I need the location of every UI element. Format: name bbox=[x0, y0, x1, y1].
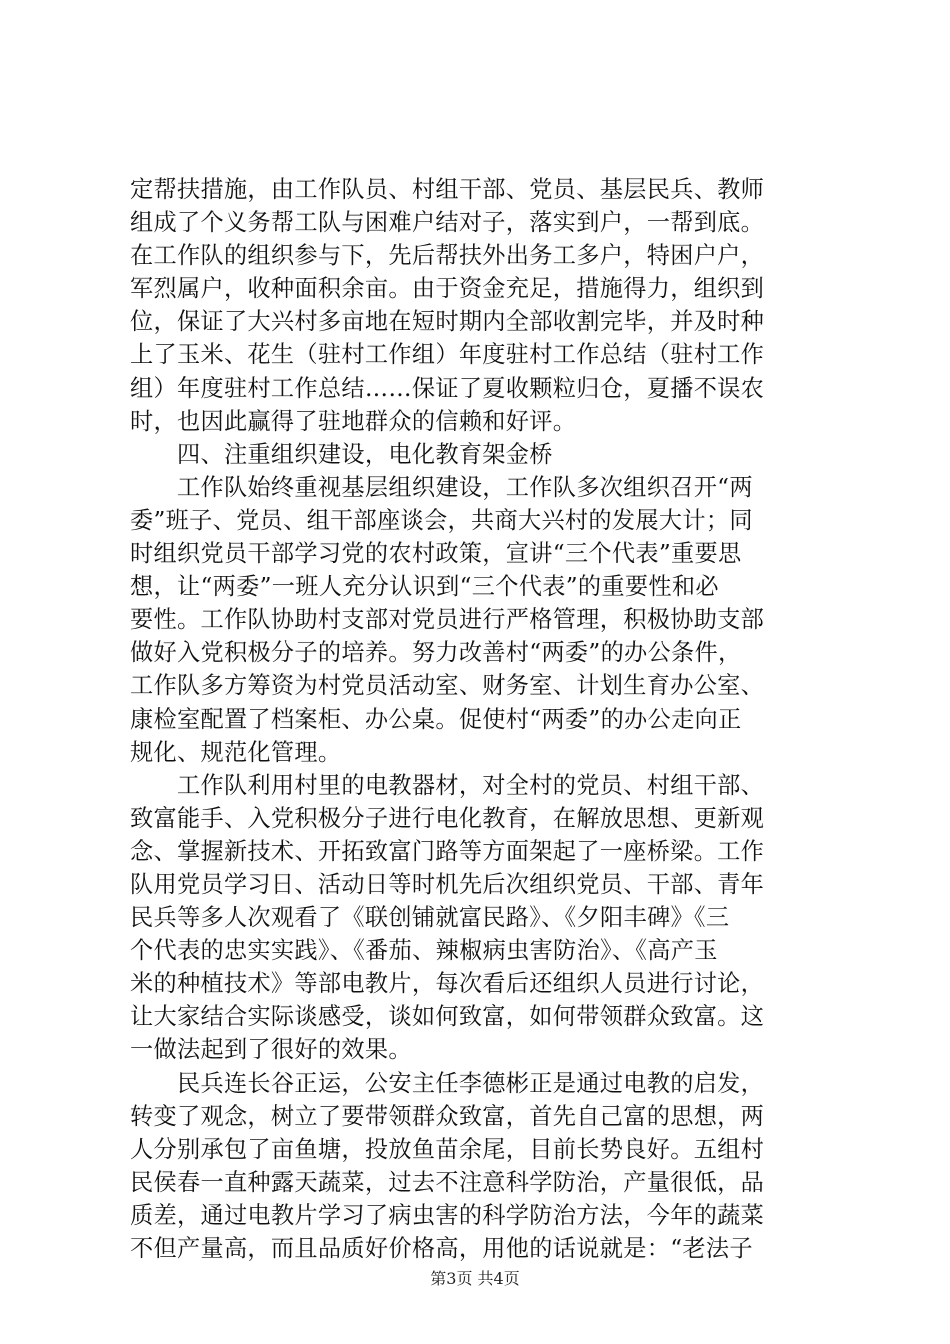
text-line: 规化、规范化管理。 bbox=[130, 738, 342, 766]
text-line: 民侯春一直种露天蔬菜，过去不注意科学防治，产量很低，品 bbox=[130, 1168, 765, 1196]
page-number: 第3页 共4页 bbox=[430, 1269, 520, 1288]
text-line: 定帮扶措施，由工作队员、村组干部、党员、基层民兵、教师 bbox=[130, 176, 765, 203]
text-line: 位，保证了大兴村多亩地在短时期内全部收割完毕，并及时种 bbox=[130, 308, 765, 336]
text-line: 工作队利用村里的电教器材，对全村的党员、村组干部、 bbox=[130, 771, 765, 799]
text-line: 军烈属户，收种面积余亩。由于资金充足，措施得力，组织到 bbox=[130, 275, 765, 303]
text-line: 时组织党员干部学习党的农村政策，宣讲“三个代表”重要思 bbox=[130, 540, 742, 568]
text-line: 康检室配置了档案柜、办公桌。促使村“两委”的办公走向正 bbox=[130, 705, 742, 733]
text-line: 组成了个义务帮工队与困难户结对子，落实到户，一帮到底。 bbox=[130, 209, 765, 237]
text-line: 质差，通过电教片学习了病虫害的科学防治方法，今年的蔬菜 bbox=[130, 1201, 765, 1229]
text-line: 做好入党积极分子的培养。努力改善村“两委”的办公条件， bbox=[130, 639, 742, 667]
text-line: 工作队始终重视基层组织建设，工作队多次组织召开“两 bbox=[130, 473, 753, 501]
text-line: 队用党员学习日、活动日等时机先后次组织党员、干部、青年 bbox=[130, 870, 765, 898]
text-line: 组）年度驻村工作总结……保证了夏收颗粒归仓，夏播不误农 bbox=[130, 374, 765, 402]
text-line: 工作队多方筹资为村党员活动室、财务室、计划生育办公室、 bbox=[130, 672, 765, 700]
text-line: 人分别承包了亩鱼塘，投放鱼苗余尾，目前长势良好。五组村 bbox=[130, 1135, 765, 1163]
text-line: 要性。工作队协助村支部对党员进行严格管理，积极协助支部 bbox=[130, 606, 765, 634]
text-line: 念、掌握新技术、开拓致富门路等方面架起了一座桥梁。工作 bbox=[130, 837, 765, 865]
text-line: 不但产量高，而且品质好价格高，用他的话说就是：“老法子 bbox=[130, 1235, 753, 1262]
text-line: 致富能手、入党积极分子进行电化教育，在解放思想、更新观 bbox=[130, 804, 765, 832]
text-line: 转变了观念，树立了要带领群众致富，首先自己富的思想，两 bbox=[130, 1102, 765, 1130]
document-body bbox=[130, 173, 830, 1265]
text-line: 民兵连长谷正运，公安主任李德彬正是通过电教的启发， bbox=[130, 1069, 765, 1097]
text-line: 上了玉米、花生（驻村工作组）年度驻村工作总结（驻村工作 bbox=[130, 341, 765, 369]
text-line: 民兵等多人次观看了《联创铺就富民路》、《夕阳丰碑》《三 bbox=[130, 904, 730, 932]
text-line: 一做法起到了很好的效果。 bbox=[130, 1036, 412, 1064]
text-line: 米的种植技术》等部电教片，每次看后还组织人员进行讨论， bbox=[130, 970, 765, 998]
text-line: 个代表的忠实实践》、《番茄、辣椒病虫害防治》、《高产玉 bbox=[130, 937, 718, 965]
section-heading: 四、注重组织建设，电化教育架金桥 bbox=[130, 440, 553, 468]
text-line: 时，也因此赢得了驻地群众的信赖和好评。 bbox=[130, 407, 577, 435]
text-line: 让大家结合实际谈感受，谈如何致富，如何带领群众致富。这 bbox=[130, 1003, 765, 1031]
text-line: 委”班子、党员、组干部座谈会，共商大兴村的发展大计；同 bbox=[130, 506, 753, 534]
page-footer bbox=[0, 1266, 950, 1289]
text-line: 在工作队的组织参与下，先后帮扶外出务工多户，特困户户， bbox=[130, 242, 765, 270]
text-line: 想，让“两委”一班人充分认识到“三个代表”的重要性和必 bbox=[130, 573, 719, 601]
